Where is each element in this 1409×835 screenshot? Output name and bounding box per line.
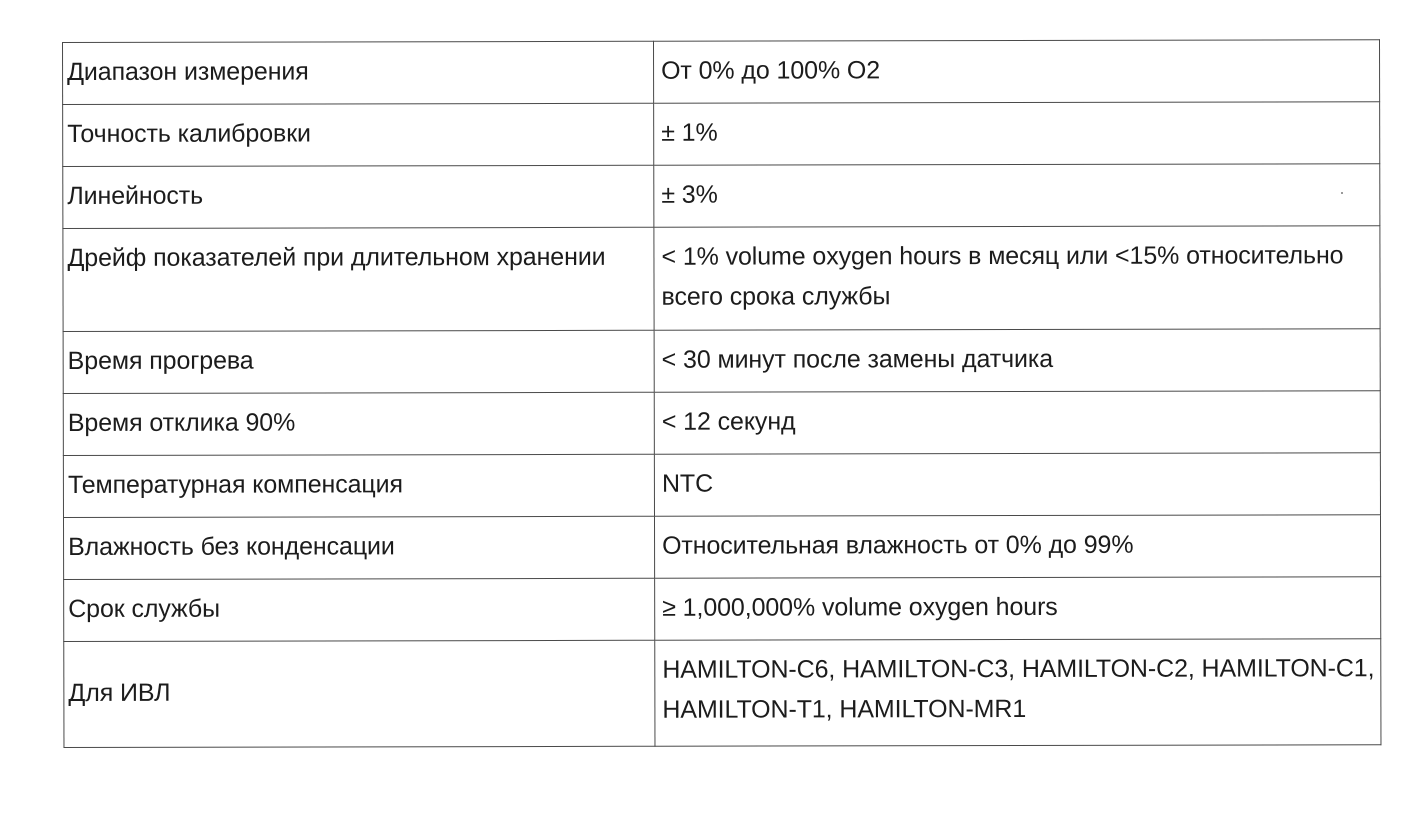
value-cell: ≥ 1,000,000% volume oxygen hours (655, 577, 1381, 641)
parameter-cell: Температурная компенсация (63, 454, 654, 517)
table-row (64, 639, 1381, 748)
value-cell: HAMILTON-C6, HAMILTON-C3, HAMILTON-C2, HAMILTON-C1, HAMILTON-T1, HAMILTON-MR1 (655, 639, 1381, 747)
parameter-cell: Линейность (63, 165, 654, 228)
parameter-cell: Влажность без конденсации (63, 516, 654, 579)
table-row (63, 164, 1380, 229)
parameter-cell: Время прогрева (63, 330, 654, 393)
table-row (64, 577, 1381, 642)
table-row (63, 515, 1380, 580)
table-row (63, 102, 1380, 167)
table-row (63, 40, 1380, 105)
value-cell: NTC (654, 453, 1380, 517)
table-row (63, 453, 1380, 518)
value-cell: < 1% volume oxygen hours в месяц или <15% относительно всего срока службы (654, 226, 1380, 331)
table-row (63, 226, 1380, 332)
parameter-cell: Диапазон измерения (63, 41, 654, 104)
parameter-cell: Точность калибровки (63, 103, 654, 166)
table-row (63, 329, 1380, 394)
parameter-cell: Срок службы (64, 578, 655, 641)
value-cell: От 0% до 100% О2 (653, 40, 1379, 104)
value-cell: Относительная влажность от 0% до 99% (654, 515, 1380, 579)
value-cell: ± 1% (654, 102, 1380, 166)
scan-speck (1341, 192, 1343, 194)
value-cell: ± 3% (654, 164, 1380, 228)
parameter-cell: Время отклика 90% (63, 392, 654, 455)
value-cell: < 12 секунд (654, 391, 1380, 455)
specifications-table (62, 39, 1381, 748)
table-row (63, 391, 1380, 456)
value-cell: < 30 минут после замены датчика (654, 329, 1380, 393)
parameter-cell: Дрейф показателей при длительном хранении (63, 227, 654, 331)
parameter-cell: Для ИВЛ (64, 640, 655, 747)
